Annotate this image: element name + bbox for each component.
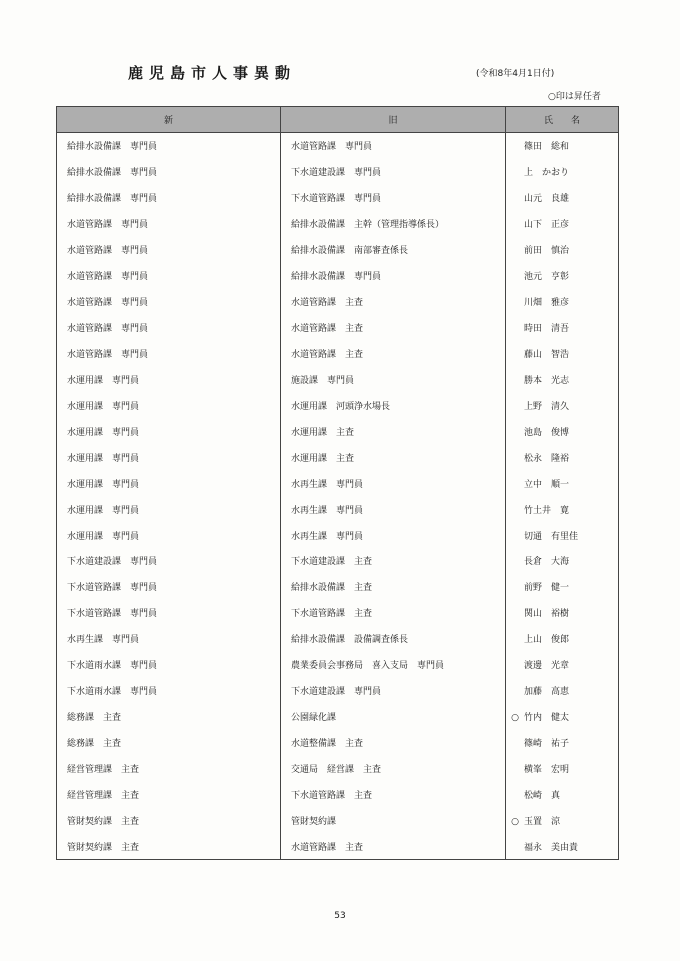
table-row (57, 756, 619, 782)
employee-name: 藤山 智浩 (524, 349, 570, 360)
employee-name-cell (506, 185, 619, 211)
table-row (57, 496, 619, 522)
table-row (57, 159, 619, 185)
column-header-name: 氏 名 (506, 107, 619, 133)
old-position-cell: 水道管路課 専門員 (281, 133, 506, 159)
old-position-cell: 下水道管路課 主査 (281, 600, 506, 626)
table-row (57, 704, 619, 730)
employee-name-cell (506, 289, 619, 315)
employee-name-cell (506, 833, 619, 859)
employee-name: 松崎 真 (524, 790, 561, 801)
employee-name: 山元 良雄 (524, 194, 570, 205)
employee-name-cell (506, 418, 619, 444)
employee-name: 山下 正彦 (524, 220, 570, 231)
new-position-cell: 経営管理課 主査 (57, 756, 281, 782)
new-position-cell: 総務課 主査 (57, 730, 281, 756)
employee-name-cell (506, 574, 619, 600)
employee-name-cell (506, 600, 619, 626)
employee-name: 川畑 雅彦 (524, 298, 570, 309)
employee-name: 玉置 涼 (524, 816, 561, 827)
table-header-row (57, 107, 619, 133)
new-position-cell: 下水道雨水課 専門員 (57, 678, 281, 704)
employee-name: 上野 清久 (524, 401, 570, 412)
old-position-cell: 水道管路課 主査 (281, 341, 506, 367)
employee-name-cell (506, 133, 619, 159)
employee-name-cell (506, 807, 619, 833)
employee-name-cell (506, 496, 619, 522)
old-position-cell: 給排水設備課 南部審査係長 (281, 237, 506, 263)
employee-name: 上山 俊郎 (524, 635, 570, 646)
new-position-cell: 水運用課 専門員 (57, 470, 281, 496)
new-position-cell: 水道管路課 専門員 (57, 263, 281, 289)
old-position-cell: 農業委員会事務局 喜入支局 専門員 (281, 652, 506, 678)
old-position-cell: 水道管路課 主査 (281, 289, 506, 315)
employee-name-cell (506, 366, 619, 392)
table-row (57, 470, 619, 496)
table-row (57, 185, 619, 211)
employee-name-cell (506, 159, 619, 185)
new-position-cell: 給排水設備課 専門員 (57, 133, 281, 159)
old-position-cell: 水道管路課 主査 (281, 315, 506, 341)
table-row (57, 263, 619, 289)
employee-name-cell (506, 626, 619, 652)
new-position-cell: 管財契約課 主査 (57, 807, 281, 833)
employee-name-cell (506, 522, 619, 548)
table-row (57, 341, 619, 367)
old-position-cell: 給排水設備課 主幹（管理指導係長） (281, 211, 506, 237)
table-row (57, 678, 619, 704)
employee-name: 勝本 光志 (524, 375, 570, 386)
employee-name-cell (506, 652, 619, 678)
page-title: 鹿児島市人事異動 (128, 64, 297, 82)
employee-name: 竹土井 寛 (524, 505, 570, 516)
table-row (57, 807, 619, 833)
old-position-cell: 下水道建設課 専門員 (281, 678, 506, 704)
employee-name: 上 かおり (524, 168, 570, 179)
employee-name-cell (506, 392, 619, 418)
old-position-cell: 給排水設備課 主査 (281, 574, 506, 600)
employee-name: 篠崎 祐子 (524, 739, 570, 750)
new-position-cell: 給排水設備課 専門員 (57, 159, 281, 185)
table-row (57, 289, 619, 315)
new-position-cell: 水道管路課 専門員 (57, 211, 281, 237)
employee-name-cell (506, 341, 619, 367)
old-position-cell: 下水道管路課 専門員 (281, 185, 506, 211)
table-row (57, 444, 619, 470)
employee-name: 福永 美由貴 (524, 842, 579, 853)
employee-name: 前野 健一 (524, 583, 570, 594)
table-row (57, 237, 619, 263)
table-row (57, 418, 619, 444)
employee-name: 長倉 大海 (524, 557, 570, 568)
new-position-cell: 下水道管路課 専門員 (57, 600, 281, 626)
employee-name: 関山 裕樹 (524, 609, 570, 620)
employee-name: 時田 清吾 (524, 324, 570, 335)
employee-name: 渡邊 光章 (524, 661, 570, 672)
table-row (57, 522, 619, 548)
employee-name-cell (506, 470, 619, 496)
new-position-cell: 経営管理課 主査 (57, 781, 281, 807)
old-position-cell: 水道管路課 主査 (281, 833, 506, 859)
employee-name: 池元 亨彰 (524, 272, 570, 283)
employee-name-cell (506, 444, 619, 470)
new-position-cell: 水道管路課 専門員 (57, 237, 281, 263)
table-row (57, 548, 619, 574)
employee-name: 切通 有里佳 (524, 531, 579, 542)
new-position-cell: 給排水設備課 専門員 (57, 185, 281, 211)
new-position-cell: 水運用課 専門員 (57, 522, 281, 548)
new-position-cell: 水道管路課 専門員 (57, 341, 281, 367)
new-position-cell: 総務課 主査 (57, 704, 281, 730)
employee-name-cell (506, 704, 619, 730)
promotion-mark: ○ (511, 816, 519, 827)
table-row (57, 392, 619, 418)
table-row (57, 574, 619, 600)
employee-name-cell (506, 756, 619, 782)
new-position-cell: 水運用課 専門員 (57, 496, 281, 522)
old-position-cell: 水再生課 専門員 (281, 522, 506, 548)
employee-name: 前田 慎治 (524, 246, 570, 257)
column-header-new: 新 (57, 107, 281, 133)
employee-name: 竹内 健太 (524, 713, 570, 724)
employee-name-cell (506, 211, 619, 237)
old-position-cell: 下水道建設課 専門員 (281, 159, 506, 185)
old-position-cell: 水運用課 主査 (281, 444, 506, 470)
old-position-cell: 給排水設備課 設備調査係長 (281, 626, 506, 652)
column-header-old: 旧 (281, 107, 506, 133)
table-row (57, 600, 619, 626)
new-position-cell: 管財契約課 主査 (57, 833, 281, 859)
employee-name: 加藤 高恵 (524, 687, 570, 698)
new-position-cell: 水道管路課 専門員 (57, 289, 281, 315)
employee-name-cell (506, 237, 619, 263)
table-row (57, 652, 619, 678)
old-position-cell: 水運用課 主査 (281, 418, 506, 444)
old-position-cell: 下水道管路課 主査 (281, 781, 506, 807)
employee-name: 篠田 総和 (524, 142, 570, 153)
employee-name-cell (506, 730, 619, 756)
old-position-cell: 水道整備課 主査 (281, 730, 506, 756)
personnel-table (56, 106, 619, 860)
table-row (57, 315, 619, 341)
old-position-cell: 水再生課 専門員 (281, 496, 506, 522)
new-position-cell: 水道管路課 専門員 (57, 315, 281, 341)
employee-name-cell (506, 263, 619, 289)
table-row (57, 133, 619, 159)
employee-name-cell (506, 678, 619, 704)
old-position-cell: 下水道建設課 主査 (281, 548, 506, 574)
promotion-mark: ○ (511, 713, 519, 724)
old-position-cell: 公園緑化課 (281, 704, 506, 730)
new-position-cell: 水運用課 専門員 (57, 392, 281, 418)
new-position-cell: 水運用課 専門員 (57, 418, 281, 444)
new-position-cell: 水運用課 専門員 (57, 444, 281, 470)
old-position-cell: 交通局 経営課 主査 (281, 756, 506, 782)
table-row (57, 211, 619, 237)
new-position-cell: 下水道管路課 専門員 (57, 574, 281, 600)
employee-name-cell (506, 781, 619, 807)
old-position-cell: 給排水設備課 専門員 (281, 263, 506, 289)
effective-date: (令和8年4月1日付) (476, 69, 555, 79)
promotion-legend: ○印は昇任者 (548, 92, 601, 102)
new-position-cell: 下水道建設課 専門員 (57, 548, 281, 574)
new-position-cell: 水再生課 専門員 (57, 626, 281, 652)
table-row (57, 833, 619, 859)
employee-name-cell (506, 548, 619, 574)
table-row (57, 730, 619, 756)
old-position-cell: 施設課 専門員 (281, 366, 506, 392)
employee-name-cell (506, 315, 619, 341)
page-number: 53 (334, 911, 346, 921)
employee-name: 池島 俊博 (524, 427, 570, 438)
new-position-cell: 下水道雨水課 専門員 (57, 652, 281, 678)
employee-name: 松永 隆裕 (524, 453, 570, 464)
table-row (57, 366, 619, 392)
table-row (57, 781, 619, 807)
old-position-cell: 水運用課 河頭浄水場長 (281, 392, 506, 418)
old-position-cell: 水再生課 専門員 (281, 470, 506, 496)
table-row (57, 626, 619, 652)
old-position-cell: 管財契約課 (281, 807, 506, 833)
employee-name: 立中 順一 (524, 479, 570, 490)
new-position-cell: 水運用課 専門員 (57, 366, 281, 392)
employee-name: 横峯 宏明 (524, 764, 570, 775)
